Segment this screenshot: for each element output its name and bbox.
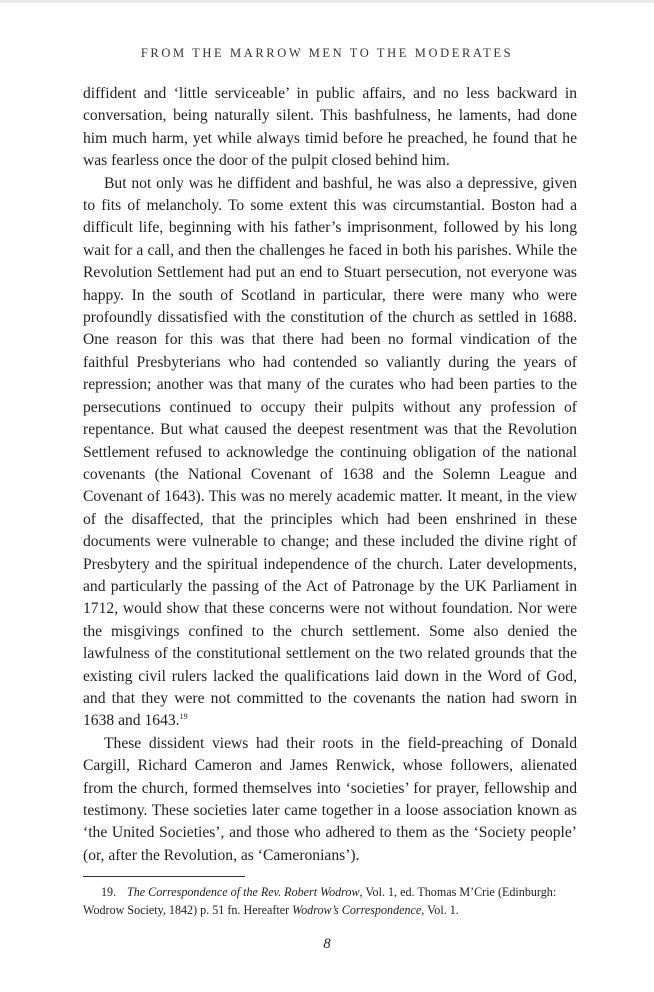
footnote-reference[interactable]: 19 bbox=[179, 712, 188, 722]
body-text bbox=[83, 83, 577, 867]
footnote-divider bbox=[83, 876, 245, 877]
top-edge-rule bbox=[0, 0, 654, 3]
paragraph bbox=[83, 173, 577, 733]
footnote-title: The Correspondence of the Rev. Robert Wodrow bbox=[127, 885, 360, 899]
footnote-detail: , Vol. 1, ed. Thomas M’Crie (Edinburgh: Wodrow Society, 1842) p. 51 fn. Hereafter bbox=[83, 885, 557, 917]
footnote-tail: , Vol. 1. bbox=[421, 902, 459, 917]
paragraph-text: These dissident views had their roots in the field-preaching of Donald Cargill, Richard Cameron and James Renwick, whose followers, alienated from the church, formed themselves into ‘societies’ for prayer, fellowship and testimony. These societies later came together in a loose association known as ‘the United Societies’, and those who adhered to them as the ‘Society people’ (or, after the Revolution, as ‘Cameronians’). bbox=[83, 734, 577, 864]
paragraph-text: But not only was he diffident and bashful, he was also a depressive, given to fits of melancholy. To some extent this was circumstantial. Boston had a difficult life, beginning with his father’s imprisonment, followed by his long wait for a call, and then the challenges he faced in both his parishes. While the Revolution Settlement had put an end to Stuart persecution, not everyone was happy. In the south of Scotland in particular, there were many who were profoundly dissatisfied with the constitution of the church as settled in 1688. One reason for this was that there had been no formal vindication of the faithful Presbyterians who had contended so valiantly during the years of repression; another was that many of the curates who had been parties to the persecutions continued to occupy their pulpits without any profession of repentance. But what caused the deepest resentment was that the Revolution Settlement refused to acknowledge the continuing obligation of the national covenants (the National Covenant of 1638 and the Solemn League and Covenant of 1643). This was no merely academic matter. It meant, in the view of the disaffected, that the principles which had been enshrined in these documents were vulnerable to change; and these included the divine right of Presbytery and the spiritual independence of the church. Later developments, and particularly the passing of the Act of Patronage by the UK Parliament in 1712, would show that these concerns were not without foundation. Nor were the misgivings confined to the church settlement. Some also denied the lawfulness of the constitutional settlement on the two related grounds that the existing civil rulers lacked the qualifications laid down in the Word of God, and that they were not committed to the covenants the nation had sworn in 1638 and 1643. bbox=[83, 174, 577, 730]
footnote-short-title: Wodrow’s Correspondence bbox=[292, 902, 422, 917]
footnote bbox=[83, 884, 577, 919]
page-number: 8 bbox=[323, 936, 331, 952]
footnote-number: 19. bbox=[101, 885, 117, 899]
paragraph-continued bbox=[83, 83, 577, 173]
running-head: FROM THE MARROW MEN TO THE MODERATES bbox=[140, 46, 514, 60]
paragraph bbox=[83, 733, 577, 867]
paragraph-text: diffident and ‘little serviceable’ in public affairs, and no less backward in conversation, being naturally silent. This bashfulness, he laments, had done him much harm, yet while always timid before he preached, he found that he was fearless once the door of the pulpit closed behind him. bbox=[83, 85, 577, 170]
